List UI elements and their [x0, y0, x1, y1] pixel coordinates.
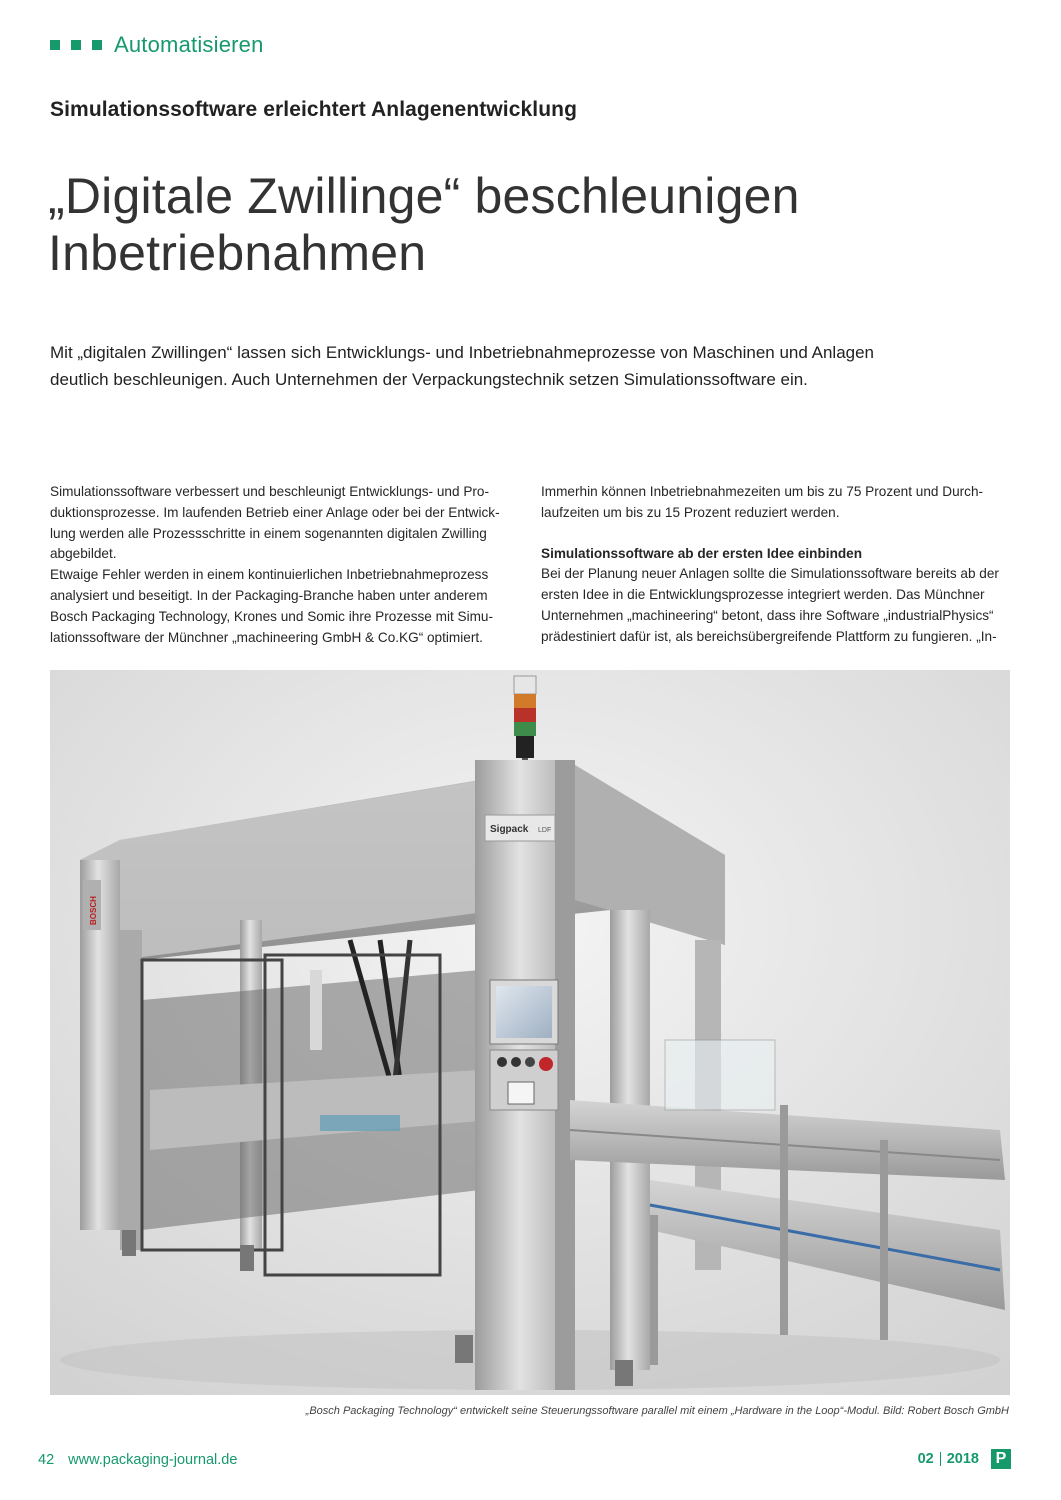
lead-line: Mit „digitalen Zwillingen“ lassen sich Entwicklungs- und Inbetriebnahmeprozesse von Maschinen und Anlagen: [50, 343, 875, 362]
page-number: 42: [38, 1452, 55, 1468]
site-url-link[interactable]: www.packaging-journal.de: [68, 1452, 238, 1468]
section-label: Automatisieren: [114, 32, 264, 57]
journal-logo-icon: P: [991, 1449, 1011, 1469]
machine-label: Sigpack: [490, 824, 529, 835]
article-lead: [50, 339, 950, 393]
glass-hood: [665, 1040, 775, 1110]
issue-divider: [940, 1452, 941, 1466]
body-line: analysiert und beseitigt. In der Packaging-Branche haben unter anderem: [50, 587, 488, 603]
body-line: duktionsprozesse. Im laufenden Betrieb einer Anlage oder bei der Entwick-: [50, 504, 500, 520]
article-headline: [48, 168, 1008, 282]
headline-line: „Digitale Zwillinge“ beschleunigen: [48, 168, 800, 224]
body-line: Bosch Packaging Technology, Krones und Somic ihre Prozesse mit Simu-: [50, 608, 494, 624]
pillar: [120, 930, 142, 1250]
brand-label: BOSCH: [89, 896, 98, 925]
machine-model: LDF: [538, 827, 552, 834]
article-subhead: Simulationssoftware ab der ersten Idee einbinden: [541, 545, 863, 561]
page-footer-right: [918, 1449, 1011, 1469]
body-line: Etwaige Fehler werden in einem kontinuierlichen Inbetriebnahmeprozess: [50, 567, 489, 583]
signal-tower: [514, 676, 536, 768]
body-line: abgebildet.: [50, 546, 117, 562]
issue-year: 2018: [946, 1451, 979, 1467]
body-column-left: [50, 482, 522, 648]
machine-photo: [50, 670, 1010, 1395]
body-line: Unternehmen „machineering“ betont, dass ihre Software „industrialPhysics“: [541, 607, 994, 623]
hmi-screen: [496, 986, 552, 1038]
square-bullet-icon: [50, 40, 60, 50]
body-line: Immerhin können Inbetriebnahmezeiten um bis zu 75 Prozent und Durch-: [541, 484, 984, 499]
page-footer-left: [38, 1452, 237, 1468]
body-line: laufzeiten um bis zu 15 Prozent reduziert werden.: [541, 504, 840, 520]
headline-line: Inbetriebnahmen: [48, 225, 427, 281]
body-line: lung werden alle Prozessschritte in einem sogenannten digitalen Zwilling: [50, 525, 487, 541]
body-line: Bei der Planung neuer Anlagen sollte die Simulationssoftware bereits ab der: [541, 566, 999, 582]
body-line: ersten Idee in die Entwicklungsprozesse integriert werden. Das Münchner: [541, 587, 985, 603]
square-bullet-icon: [92, 40, 102, 50]
body-line: prädestiniert dafür ist, als bereichsübergreifende Plattform zu fungieren. „In-: [541, 628, 997, 644]
photo-caption: „Bosch Packaging Technology“ entwickelt seine Steuerungssoftware parallel mit einem „Hardware in the Loop“-Modul. Bild: Robert Bosch GmbH: [305, 1405, 1009, 1417]
body-column-right: [541, 482, 1013, 648]
square-bullet-icon: [71, 40, 81, 50]
body-line: lationssoftware der Münchner „machineering GmbH & Co.KG“ optimiert.: [50, 629, 483, 645]
lead-line: deutlich beschleunigen. Auch Unternehmen der Verpackungstechnik setzen Simulationssoftware ein.: [50, 370, 808, 389]
issue-number: 02: [917, 1451, 934, 1467]
article-kicker: Simulationssoftware erleichtert Anlagenentwicklung: [50, 98, 577, 121]
body-line: Simulationssoftware verbessert und beschleunigt Entwicklungs- und Pro-: [50, 484, 489, 499]
section-header: [50, 32, 264, 58]
